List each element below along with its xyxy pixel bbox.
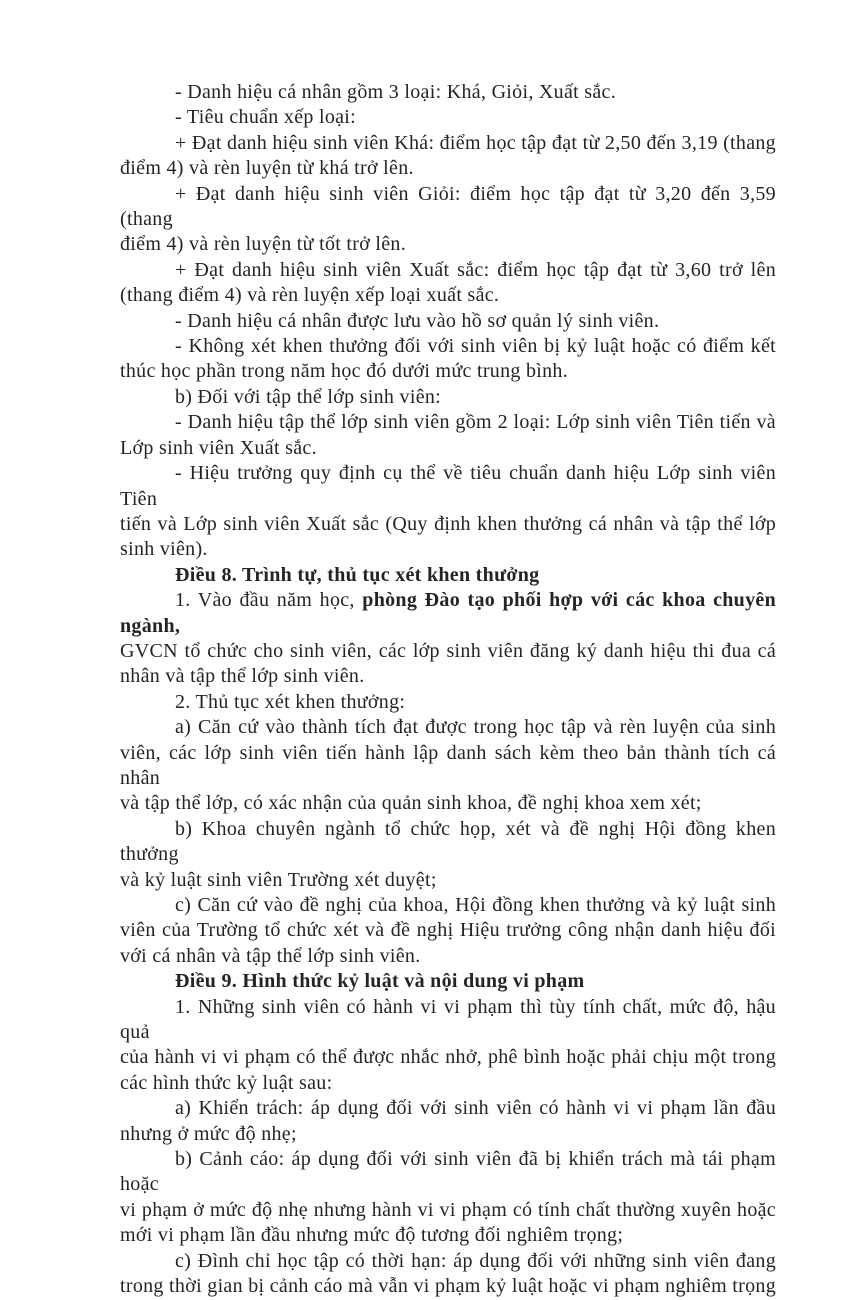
text-line: nhưng ở mức độ nhẹ;: [120, 1122, 297, 1145]
text-line: vi phạm ở mức độ nhẹ nhưng hành vi vi phạm có tính chất thường xuyên hoặc: [120, 1198, 776, 1221]
text-line: tiến và Lớp sinh viên Xuất sắc (Quy định khen thưởng cá nhân và tập thể lớp: [120, 512, 776, 535]
heading-line: Điều 9. Hình thức kỷ luật và nội dung vi phạm: [175, 970, 585, 993]
text-line: - Danh hiệu cá nhân gồm 3 loại: Khá, Giỏi, Xuất sắc.: [175, 81, 617, 103]
text-line: viên của Trường tổ chức xét và đề nghị Hiệu trưởng công nhận danh hiệu đối: [120, 919, 776, 942]
text-line: c) Căn cứ vào đề nghị của khoa, Hội đồng khen thưởng và kỷ luật sinh: [175, 894, 776, 916]
text-line: 2. Thủ tục xét khen thưởng:: [175, 690, 406, 713]
text-line: mới vi phạm lần đầu nhưng mức độ tương đối nghiêm trọng;: [120, 1224, 624, 1247]
text-line: 1. Những sinh viên có hành vi vi phạm thì tùy tính chất, mức độ, hậu quả: [120, 995, 776, 1044]
text-line: + Đạt danh hiệu sinh viên Giỏi: điểm học tập đạt từ 3,20 đến 3,59 (thang: [120, 182, 776, 231]
text-line: a) Căn cứ vào thành tích đạt được trong học tập và rèn luyện của sinh: [175, 716, 776, 739]
text-block: [120, 80, 776, 1300]
text-line: b) Khoa chuyên ngành tổ chức họp, xét và đề nghị Hội đồng khen thưởng: [120, 817, 776, 866]
text-line: Lớp sinh viên Xuất sắc.: [120, 436, 317, 459]
text-line: - Tiêu chuẩn xếp loại:: [175, 106, 357, 129]
text-line: thúc học phần trong năm học đó dưới mức trung bình.: [120, 360, 569, 383]
text-line: nhân và tập thể lớp sinh viên.: [120, 665, 365, 688]
text-line: của hành vi vi phạm có thể được nhắc nhở, phê bình hoặc phải chịu một trong: [120, 1046, 776, 1069]
text-line: + Đạt danh hiệu sinh viên Xuất sắc: điểm học tập đạt từ 3,60 trở lên: [175, 258, 776, 281]
text-line: điểm 4) và rèn luyện từ khá trở lên.: [120, 157, 414, 180]
text-line: b) Đối với tập thể lớp sinh viên:: [175, 385, 442, 408]
text-run: 1. Vào đầu năm học,: [175, 589, 363, 612]
text-line: GVCN tổ chức cho sinh viên, các lớp sinh viên đăng ký danh hiệu thi đua cá: [120, 639, 776, 662]
text-line: sinh viên).: [120, 538, 208, 561]
text-line: - Danh hiệu cá nhân được lưu vào hồ sơ quản lý sinh viên.: [175, 309, 660, 332]
text-line: (thang điểm 4) và rèn luyện xếp loại xuất sắc.: [120, 284, 500, 307]
text-line: b) Cảnh cáo: áp dụng đối với sinh viên đã bị khiển trách mà tái phạm hoặc: [120, 1148, 776, 1196]
text-line: và kỷ luật sinh viên Trường xét duyệt;: [120, 868, 437, 891]
text-line: - Hiệu trưởng quy định cụ thể về tiêu chuẩn danh hiệu Lớp sinh viên Tiên: [120, 462, 776, 510]
text-line: với cá nhân và tập thể lớp sinh viên.: [120, 944, 421, 967]
text-line: - Danh hiệu tập thể lớp sinh viên gồm 2 loại: Lớp sinh viên Tiên tiến và: [175, 411, 776, 434]
text-line: và tập thể lớp, có xác nhận của quản sinh khoa, đề nghị khoa xem xét;: [120, 792, 702, 815]
bold-text-run: phòng Đào tạo phối hợp với các khoa chuyên ngành,: [120, 589, 776, 637]
heading-line: Điều 8. Trình tự, thủ tục xét khen thưởng: [175, 563, 540, 586]
text-line: - Không xét khen thưởng đối với sinh viên bị kỷ luật hoặc có điểm kết: [175, 335, 776, 358]
text-line: các hình thức kỷ luật sau:: [120, 1071, 333, 1094]
text-line: [120, 588, 776, 639]
text-line: viên, các lớp sinh viên tiến hành lập danh sách kèm theo bản thành tích cá nhân: [120, 741, 776, 789]
text-line: a) Khiển trách: áp dụng đối với sinh viên có hành vi vi phạm lần đầu: [175, 1097, 776, 1120]
text-line: c) Đình chỉ học tập có thời hạn: áp dụng đối với những sinh viên đang: [175, 1249, 776, 1272]
text-line: điểm 4) và rèn luyện từ tốt trở lên.: [120, 233, 407, 256]
text-line: trong thời gian bị cảnh cáo mà vẫn vi phạm kỷ luật hoặc vi phạm nghiêm trọng: [120, 1275, 776, 1298]
text-line: + Đạt danh hiệu sinh viên Khá: điểm học tập đạt từ 2,50 đến 3,19 (thang: [175, 131, 776, 154]
